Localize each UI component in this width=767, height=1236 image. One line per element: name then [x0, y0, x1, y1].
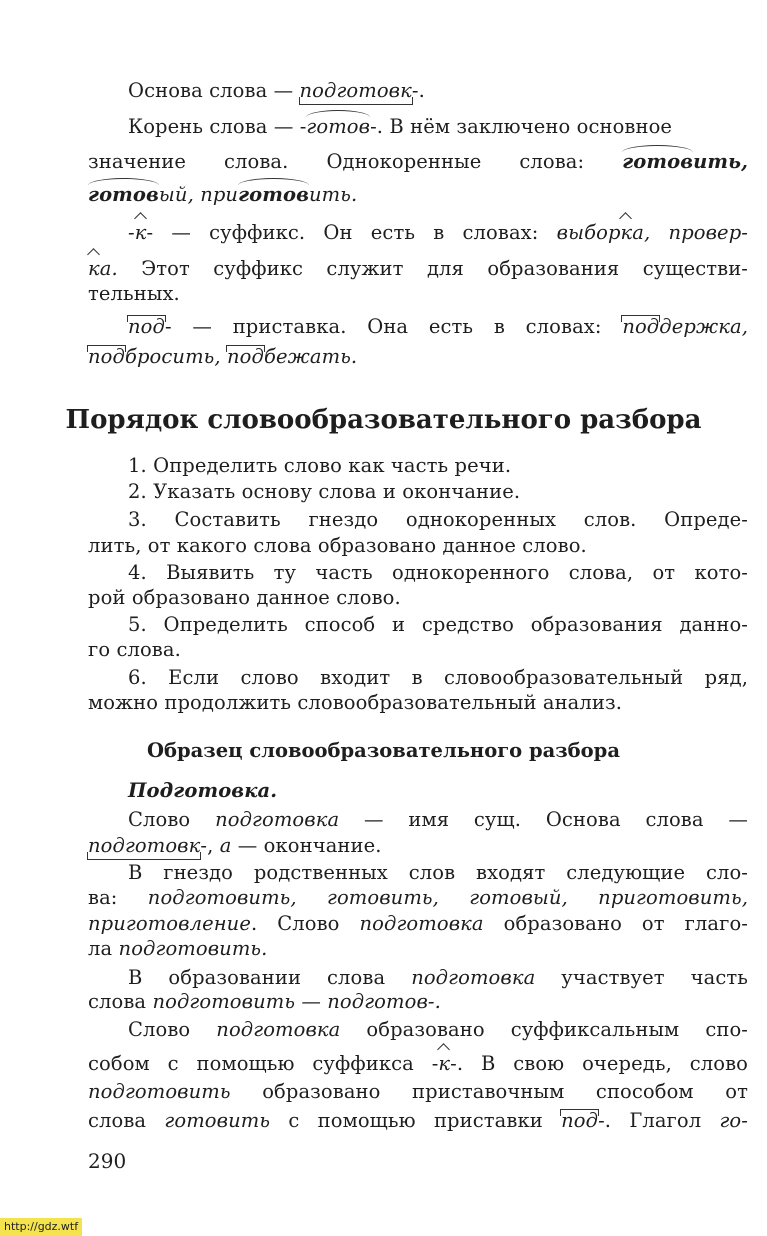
- sample-line-9: Слово подготовка образовано суффиксальным спо-: [128, 1018, 748, 1041]
- procedure-heading: Порядок словообразовательного разбора: [65, 405, 702, 435]
- suffix-line-2: ка. Этот суффикс служит для образования существи-: [88, 257, 748, 280]
- suffix-line: -к- — суффикс. Он есть в словах: выборка, провер-: [128, 221, 748, 244]
- prefix-line: под- — приставка. Она есть в словах: поддержка,: [128, 315, 748, 338]
- stem-mark: подготовк: [88, 834, 201, 857]
- root-mark: готов: [306, 115, 371, 138]
- sample-line-5: приготовление. Слово подготовка образовано от глаго-: [88, 912, 748, 935]
- step-2: 2. Указать основу слова и окончание.: [128, 480, 521, 503]
- suffix-mark: к: [620, 221, 633, 244]
- prefix-mark: под: [128, 315, 165, 338]
- suffix-line-3: тельных.: [88, 282, 180, 305]
- root-mark: готов: [238, 183, 310, 206]
- sample-line-11: подготовить образовано приставочным способом от: [88, 1080, 748, 1103]
- sample-line-1: Слово подготовка — имя сущ. Основа слова —: [128, 808, 748, 831]
- root-examples-line: готовый, приготовить.: [88, 183, 358, 206]
- stem-mark: подготовк: [299, 79, 412, 102]
- step-1: 1. Определить слово как часть речи.: [128, 454, 512, 477]
- step-6-cont: можно продолжить словообразовательный анализ.: [88, 691, 623, 714]
- prefix-mark: под: [622, 315, 660, 338]
- watermark-link[interactable]: http://gdz.wtf: [0, 1218, 82, 1236]
- root-mark: готов: [622, 150, 694, 173]
- step-3-cont: лить, от какого слова образовано данное слово.: [88, 534, 587, 557]
- suffix-mark: к: [134, 221, 147, 244]
- sample-line-7: В образовании слова подготовка участвует часть: [128, 966, 748, 989]
- step-4-cont: рой образовано данное слово.: [88, 586, 401, 609]
- sample-line-10: собом с помощью суффикса -к-. В свою очередь, слово: [88, 1052, 748, 1075]
- suffix-mark: к: [438, 1052, 451, 1075]
- step-6: 6. Если слово входит в словообразовательный ряд,: [128, 666, 748, 689]
- sample-word: Подготовка.: [128, 779, 278, 802]
- step-4: 4. Выявить ту часть однокоренного слова, от кото-: [128, 561, 748, 584]
- sample-line-6: ла подготовить.: [88, 937, 268, 960]
- root-mark: готов: [88, 183, 159, 206]
- step-5: 5. Определить способ и средство образования данно-: [128, 613, 748, 636]
- root-line-2: значение слова. Однокоренные слова: готовить,: [88, 150, 748, 173]
- sample-line-2: подготовк-, а — окончание.: [88, 834, 382, 857]
- prefix-mark: под: [227, 345, 264, 368]
- step-3: 3. Составить гнездо однокоренных слов. Опреде-: [128, 508, 748, 531]
- step-5-cont: го слова.: [88, 638, 181, 661]
- prefix-mark: под: [88, 345, 125, 368]
- sample-heading: Образец словообразовательного разбора: [147, 739, 620, 762]
- prefix-line-2: подбросить, подбежать.: [88, 345, 358, 368]
- stem-line: Основа слова — подготовк-.: [128, 79, 425, 102]
- root-line: Корень слова — -готов-. В нём заключено основное: [128, 115, 673, 138]
- sample-line-3: В гнездо родственных слов входят следующие сло-: [128, 861, 748, 884]
- page-number: 290: [88, 1149, 127, 1173]
- sample-line-8: слова подготовить — подготов-.: [88, 990, 441, 1013]
- suffix-mark: к: [88, 257, 100, 280]
- sample-line-4: ва: подготовить, готовить, готовый, приготовить,: [88, 886, 748, 909]
- prefix-mark: под: [561, 1109, 599, 1132]
- sample-line-12: слова готовить с помощью приставки под-. Глагол го-: [88, 1109, 748, 1132]
